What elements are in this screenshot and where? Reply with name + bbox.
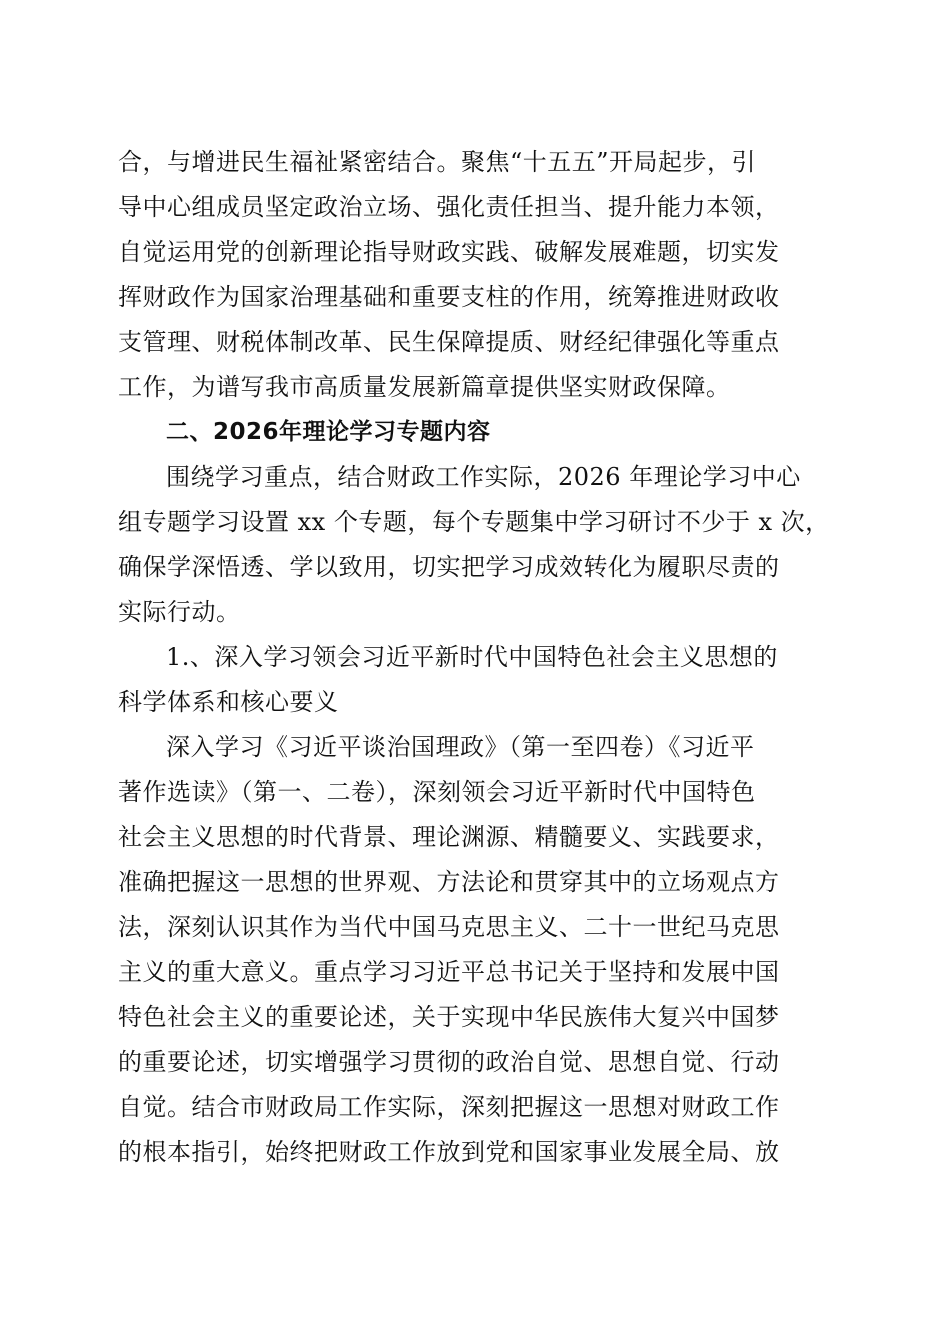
text-line: 特色社会主义的重要论述，关于实现中华民族伟大复兴中国梦: [118, 1003, 780, 1031]
text-line: 自觉。结合市财政局工作实际，深刻把握这一思想对财政工作: [118, 1093, 780, 1121]
text-line: 自觉运用党的创新理论指导财政实践、破解发展难题，切实发: [118, 238, 780, 266]
text-line: 科学体系和核心要义: [118, 688, 339, 716]
text-line: 的根本指引，始终把财政工作放到党和国家事业发展全局、放: [118, 1138, 780, 1166]
text-line: 支管理、财税体制改革、民生保障提质、财经纪律强化等重点: [118, 328, 780, 356]
text-line: 围绕学习重点，结合财政工作实际，2026 年理论学习中心: [166, 463, 801, 491]
text-line: 组专题学习设置 xx 个专题，每个专题集中学习研讨不少于 x 次，: [118, 508, 830, 536]
text-line: 工作，为谱写我市高质量发展新篇章提供坚实财政保障。: [118, 373, 731, 401]
text-line: 的重要论述，切实增强学习贯彻的政治自觉、思想自觉、行动: [118, 1048, 780, 1076]
text-line: 确保学深悟透、学以致用，切实把学习成效转化为履职尽责的: [118, 553, 780, 581]
text-line: 1.、深入学习领会习近平新时代中国特色社会主义思想的: [166, 643, 778, 671]
document-body: [118, 140, 830, 1175]
section-heading: 二、2026年理论学习专题内容: [166, 419, 491, 445]
text-line: 准确把握这一思想的世界观、方法论和贯穿其中的立场观点方: [118, 868, 780, 896]
text-line: 法，深刻认识其作为当代中国马克思主义、二十一世纪马克思: [118, 913, 780, 941]
text-line: 导中心组成员坚定政治立场、强化责任担当、提升能力本领，: [118, 193, 780, 221]
text-line: 主义的重大意义。重点学习习近平总书记关于坚持和发展中国: [118, 958, 780, 986]
text-line: 著作选读》（第一、二卷），深刻领会习近平新时代中国特色: [118, 778, 756, 806]
text-line: 合，与增进民生福祉紧密结合。聚焦“十五五”开局起步，引: [118, 148, 757, 176]
text-line: 实际行动。: [118, 598, 241, 626]
text-line: 深入学习《习近平谈治国理政》（第一至四卷）《习近平: [166, 733, 755, 761]
text-line: 挥财政作为国家治理基础和重要支柱的作用，统筹推进财政收: [118, 283, 780, 311]
text-line: 社会主义思想的时代背景、理论渊源、精髓要义、实践要求，: [118, 823, 780, 851]
